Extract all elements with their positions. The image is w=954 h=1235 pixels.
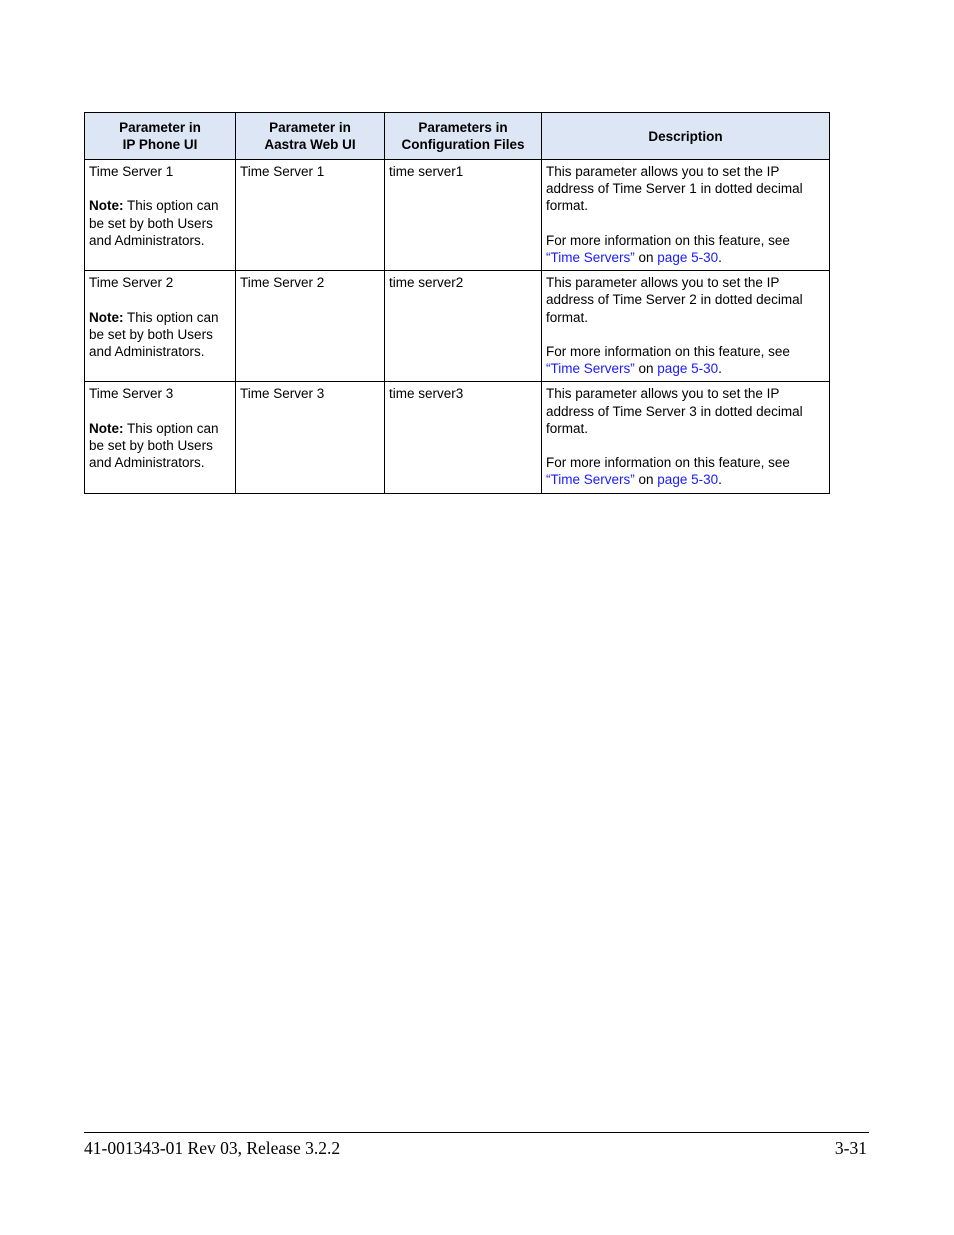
link-connector: on (634, 361, 658, 377)
table-row (85, 271, 830, 382)
web-ui-parameter: Time Server 3 (240, 386, 325, 402)
page-number: 3-31 (834, 1138, 867, 1158)
web-ui-parameter: Time Server 2 (240, 275, 325, 291)
cell-description (542, 160, 830, 271)
link-connector: on (634, 250, 658, 265)
table-row (85, 160, 830, 271)
description-text: This parameter allows you to set the IP address of Time Server 1 in dotted decimal format. (546, 164, 803, 214)
header-aastra-web-ui (236, 113, 385, 160)
more-info-paragraph (546, 343, 825, 377)
footer-divider (84, 1132, 869, 1133)
note-text: This option can be set by both Users and Administrators. (89, 420, 219, 471)
header-text: Parameter in (269, 120, 351, 135)
table-header-row (85, 113, 830, 160)
more-info-text: For more information on this feature, see (546, 344, 790, 359)
header-configuration-files (385, 113, 542, 160)
cell-web-ui (236, 382, 385, 493)
sentence-end: . (718, 361, 722, 377)
time-servers-link[interactable]: “Time Servers” (546, 472, 635, 488)
document-id: 41-001343-01 Rev 03, Release 3.2.2 (84, 1138, 341, 1158)
sentence-end: . (718, 472, 722, 488)
time-servers-link[interactable]: “Time Servers” (546, 250, 635, 265)
cell-web-ui (236, 160, 385, 271)
parameter-table (84, 112, 830, 494)
more-info-text: For more information on this feature, see (546, 455, 790, 471)
description-text: This parameter allows you to set the IP address of Time Server 3 in dotted decimal format. (546, 386, 803, 436)
config-parameter: time server1 (389, 164, 464, 179)
header-text: Configuration Files (401, 137, 525, 152)
time-servers-link[interactable]: “Time Servers” (546, 361, 635, 377)
note-label: Note: (89, 309, 124, 325)
page-reference-link[interactable]: page 5-30 (657, 472, 719, 488)
note-text: This option can be set by both Users and Administrators. (89, 309, 219, 359)
header-ip-phone-ui (85, 113, 236, 160)
parameter-name: Time Server 2 (89, 275, 174, 291)
config-parameter: time server2 (389, 275, 464, 291)
header-description (542, 113, 830, 160)
parameter-name: Time Server 3 (89, 386, 174, 402)
header-text: Parameters in (418, 120, 508, 135)
cell-web-ui (236, 271, 385, 382)
cell-ip-phone-ui (85, 382, 236, 493)
note-label: Note: (89, 420, 124, 436)
cell-description (542, 382, 830, 493)
cell-config-file (385, 382, 542, 493)
header-text: Parameter in (119, 120, 201, 135)
header-text: IP Phone UI (122, 137, 198, 152)
note-text: This option can be set by both Users and Administrators. (89, 198, 219, 248)
sentence-end: . (718, 250, 722, 265)
config-parameter: time server3 (389, 386, 464, 402)
note-paragraph (89, 420, 231, 472)
more-info-text: For more information on this feature, see (546, 232, 790, 248)
description-text: This parameter allows you to set the IP address of Time Server 2 in dotted decimal format. (546, 275, 803, 325)
more-info-paragraph (546, 454, 825, 488)
note-label: Note: (89, 198, 124, 214)
cell-description (542, 271, 830, 382)
more-info-paragraph (546, 232, 825, 266)
cell-ip-phone-ui (85, 160, 236, 271)
cell-ip-phone-ui (85, 271, 236, 382)
page-reference-link[interactable]: page 5-30 (657, 250, 719, 265)
link-connector: on (634, 472, 658, 488)
note-paragraph (89, 197, 231, 249)
parameter-name: Time Server 1 (89, 164, 174, 179)
note-paragraph (89, 309, 231, 361)
header-text: Description (648, 128, 723, 144)
cell-config-file (385, 160, 542, 271)
header-text: Aastra Web UI (264, 137, 356, 152)
cell-config-file (385, 271, 542, 382)
page-reference-link[interactable]: page 5-30 (657, 361, 719, 377)
table-row (85, 382, 830, 493)
web-ui-parameter: Time Server 1 (240, 164, 325, 179)
